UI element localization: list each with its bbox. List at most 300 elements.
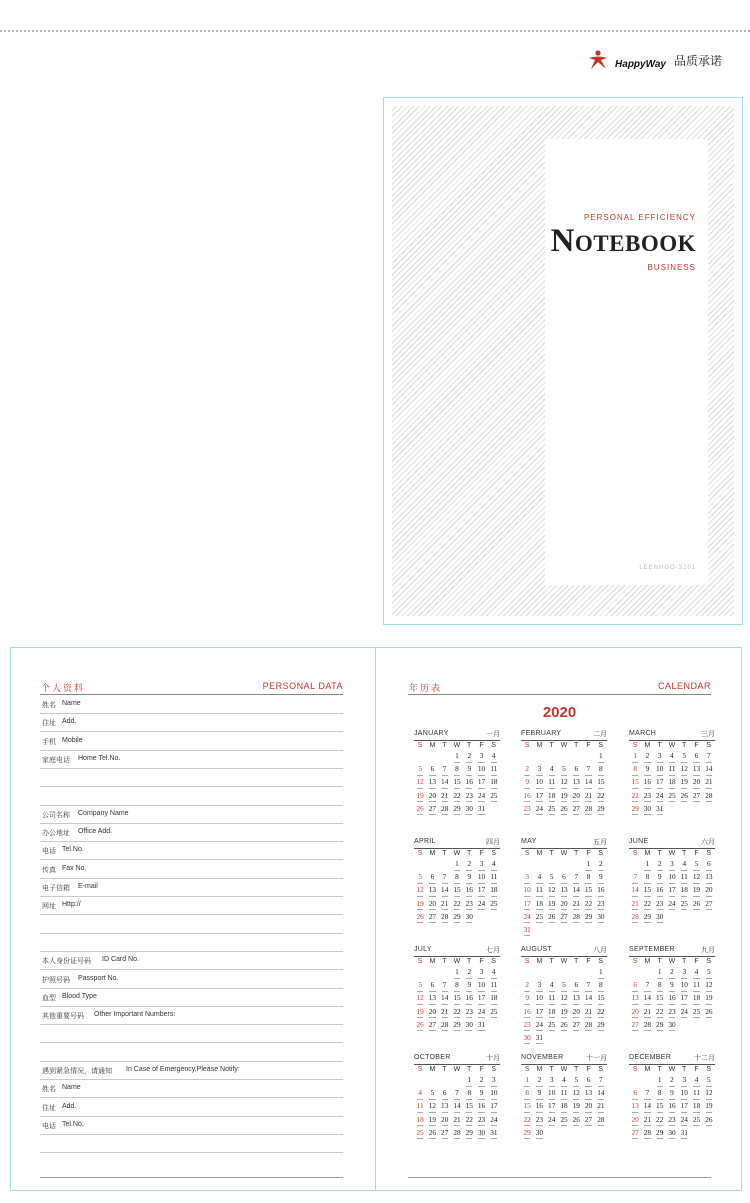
day-cell: 1 bbox=[595, 752, 607, 765]
day-cell: 19 bbox=[414, 900, 426, 913]
day-cell: 19 bbox=[690, 886, 702, 899]
day-cell: 30 bbox=[595, 913, 607, 926]
form-field-row[interactable] bbox=[40, 805, 343, 824]
day-cell: 24 bbox=[475, 900, 487, 913]
day-cell: 4 bbox=[690, 968, 702, 981]
day-cell: 3 bbox=[533, 981, 545, 994]
day-cell: 26 bbox=[546, 913, 558, 926]
calendar-month bbox=[521, 838, 607, 940]
day-cell: 27 bbox=[582, 1116, 594, 1129]
day-cell: 11 bbox=[546, 994, 558, 1007]
day-cell: 27 bbox=[629, 1129, 641, 1142]
weekday-label: F bbox=[586, 850, 591, 857]
day-cell: 27 bbox=[558, 913, 570, 926]
blank-line-row[interactable] bbox=[40, 1043, 343, 1062]
month-name-en: DECEMBER bbox=[629, 1054, 672, 1061]
day-cell: 8 bbox=[595, 765, 607, 778]
form-field-row[interactable] bbox=[40, 970, 343, 989]
field-label-cn: 电话 bbox=[42, 847, 56, 856]
heading-en: CALENDAR bbox=[657, 681, 711, 691]
day-cell: 23 bbox=[463, 792, 475, 805]
day-cell: 17 bbox=[521, 900, 533, 913]
day-cell: 15 bbox=[451, 886, 463, 899]
day-cell: 18 bbox=[690, 1102, 702, 1115]
month-name-en: SEPTEMBER bbox=[629, 946, 675, 953]
weekday-label: S bbox=[524, 850, 530, 857]
weekday-label: M bbox=[644, 850, 651, 857]
day-cell: 9 bbox=[521, 778, 533, 791]
day-cell: 1 bbox=[451, 752, 463, 765]
day-cell: 19 bbox=[414, 1008, 426, 1021]
weekday-label: S bbox=[417, 742, 423, 749]
day-cell: 11 bbox=[690, 981, 702, 994]
day-cell: 26 bbox=[570, 1116, 582, 1129]
form-field-row[interactable] bbox=[40, 1116, 343, 1135]
day-cell: 12 bbox=[703, 1089, 715, 1102]
day-cell: 6 bbox=[703, 860, 715, 873]
day-cell: 24 bbox=[666, 900, 678, 913]
day-cell: 4 bbox=[488, 860, 500, 873]
day-cell: 17 bbox=[654, 778, 666, 791]
month-name-en: FEBRUARY bbox=[521, 730, 562, 737]
field-label-en: Passport No. bbox=[78, 974, 119, 982]
blank-line-row[interactable] bbox=[40, 787, 343, 806]
day-cell: 28 bbox=[703, 792, 715, 805]
form-field-row[interactable] bbox=[40, 860, 343, 879]
day-cell: 31 bbox=[654, 805, 666, 818]
field-label-cn: 办公地址 bbox=[42, 829, 70, 838]
day-cell: 12 bbox=[570, 1089, 582, 1102]
day-grid bbox=[521, 968, 607, 1047]
day-cell: 12 bbox=[414, 994, 426, 1007]
weekday-label: F bbox=[479, 850, 484, 857]
day-cell: 7 bbox=[641, 1089, 653, 1102]
day-cell: 3 bbox=[654, 752, 666, 765]
day-cell: 13 bbox=[703, 873, 715, 886]
day-cell: 8 bbox=[451, 765, 463, 778]
weekday-label: S bbox=[706, 850, 712, 857]
cover-title-rest: OTEBOOK bbox=[574, 231, 696, 256]
day-cell: 13 bbox=[426, 778, 438, 791]
day-cell: 20 bbox=[558, 900, 570, 913]
weekday-label: M bbox=[429, 1066, 436, 1073]
weekday-label: S bbox=[598, 742, 604, 749]
form-field-row[interactable] bbox=[40, 896, 343, 915]
day-cell: 15 bbox=[654, 1102, 666, 1115]
calendar-month bbox=[521, 946, 607, 1048]
calendar-month bbox=[629, 838, 715, 940]
field-label-cn: 公司名称 bbox=[42, 810, 70, 819]
day-cell: 21 bbox=[439, 792, 451, 805]
day-cell: 16 bbox=[641, 778, 653, 791]
day-cell: 19 bbox=[558, 1008, 570, 1021]
month-header bbox=[629, 946, 715, 957]
day-cell: 28 bbox=[641, 1129, 653, 1142]
day-cell: 21 bbox=[582, 792, 594, 805]
day-cell: 18 bbox=[533, 900, 545, 913]
day-grid bbox=[629, 968, 715, 1034]
day-cell: 10 bbox=[488, 1089, 500, 1102]
day-cell: 17 bbox=[546, 1102, 558, 1115]
day-cell: 1 bbox=[521, 1076, 533, 1089]
day-cell: 11 bbox=[678, 873, 690, 886]
weekday-label: T bbox=[574, 742, 579, 749]
form-field-row[interactable] bbox=[40, 823, 343, 842]
day-cell: 21 bbox=[595, 1102, 607, 1115]
weekday-label: S bbox=[417, 958, 423, 965]
day-cell: 17 bbox=[678, 1102, 690, 1115]
month-header bbox=[521, 730, 607, 741]
weekday-label: W bbox=[453, 850, 461, 857]
month-name-cn: 十二月 bbox=[694, 1054, 715, 1062]
weekday-label: F bbox=[586, 958, 591, 965]
month-name-cn: 六月 bbox=[701, 838, 715, 846]
day-cell: 29 bbox=[595, 805, 607, 818]
blank-line-row[interactable] bbox=[40, 933, 343, 952]
month-header bbox=[521, 1054, 607, 1065]
weekday-label: S bbox=[417, 850, 423, 857]
month-name-cn: 九月 bbox=[701, 946, 715, 954]
form-field-row[interactable] bbox=[40, 878, 343, 897]
weekday-label: M bbox=[644, 958, 651, 965]
day-cell: 24 bbox=[533, 1021, 545, 1034]
weekday-header bbox=[521, 1066, 607, 1075]
day-cell: 16 bbox=[463, 778, 475, 791]
day-cell: 4 bbox=[488, 752, 500, 765]
day-cell: 8 bbox=[521, 1089, 533, 1102]
day-cell: 16 bbox=[521, 792, 533, 805]
day-cell: 23 bbox=[641, 792, 653, 805]
weekday-label: F bbox=[694, 1066, 699, 1073]
cover-title-panel bbox=[545, 139, 708, 585]
day-cell: 4 bbox=[414, 1089, 426, 1102]
weekday-label: T bbox=[467, 850, 472, 857]
day-cell: 19 bbox=[570, 1102, 582, 1115]
form-field-row[interactable] bbox=[40, 1006, 343, 1025]
day-cell: 29 bbox=[463, 1129, 475, 1142]
brand-header bbox=[587, 46, 722, 74]
day-cell: 10 bbox=[654, 765, 666, 778]
day-cell: 9 bbox=[666, 981, 678, 994]
weekday-label: T bbox=[467, 958, 472, 965]
weekday-label: F bbox=[694, 850, 699, 857]
day-grid bbox=[414, 752, 500, 818]
day-grid bbox=[414, 1076, 500, 1142]
form-field-row[interactable] bbox=[40, 695, 343, 714]
day-cell: 5 bbox=[414, 765, 426, 778]
day-cell: 3 bbox=[533, 765, 545, 778]
day-cell: 26 bbox=[558, 805, 570, 818]
field-label-en: ID Card No. bbox=[102, 956, 139, 964]
weekday-label: S bbox=[706, 1066, 712, 1073]
day-cell: 19 bbox=[546, 900, 558, 913]
day-cell: 24 bbox=[654, 792, 666, 805]
cover-tagline: BUSINESS bbox=[647, 263, 696, 272]
weekday-header bbox=[629, 850, 715, 859]
day-cell: 8 bbox=[641, 873, 653, 886]
day-cell: 19 bbox=[678, 778, 690, 791]
day-cell: 5 bbox=[558, 765, 570, 778]
day-cell: 24 bbox=[533, 805, 545, 818]
day-cell: 23 bbox=[463, 900, 475, 913]
day-cell: 27 bbox=[426, 913, 438, 926]
weekday-header bbox=[629, 1066, 715, 1075]
day-cell: 13 bbox=[629, 1102, 641, 1115]
day-cell: 21 bbox=[439, 1008, 451, 1021]
month-header bbox=[414, 1054, 500, 1065]
day-cell: 17 bbox=[533, 792, 545, 805]
day-cell: 30 bbox=[463, 805, 475, 818]
calendar-month bbox=[521, 730, 607, 832]
day-cell: 10 bbox=[533, 994, 545, 1007]
day-cell: 28 bbox=[439, 913, 451, 926]
day-cell: 20 bbox=[703, 886, 715, 899]
day-cell: 18 bbox=[690, 994, 702, 1007]
day-grid bbox=[521, 860, 607, 939]
day-cell: 9 bbox=[666, 1089, 678, 1102]
day-grid bbox=[521, 1076, 607, 1142]
calendar-heading bbox=[408, 678, 711, 695]
day-cell: 11 bbox=[558, 1089, 570, 1102]
field-label-en: Add. bbox=[62, 718, 77, 726]
day-cell: 1 bbox=[595, 968, 607, 981]
day-cell: 10 bbox=[475, 765, 487, 778]
weekday-label: W bbox=[560, 958, 568, 965]
day-cell: 11 bbox=[414, 1102, 426, 1115]
day-cell: 14 bbox=[451, 1102, 463, 1115]
day-cell: 10 bbox=[546, 1089, 558, 1102]
day-cell: 27 bbox=[690, 792, 702, 805]
day-cell: 15 bbox=[595, 778, 607, 791]
field-label-en: Other Important Numbers: bbox=[94, 1011, 176, 1019]
day-cell: 26 bbox=[690, 900, 702, 913]
field-label-cn: 住址 bbox=[42, 719, 56, 728]
weekday-label: S bbox=[632, 958, 638, 965]
field-label-cn: 手机 bbox=[42, 737, 56, 746]
day-cell: 25 bbox=[546, 805, 558, 818]
day-cell: 12 bbox=[426, 1102, 438, 1115]
day-cell: 8 bbox=[463, 1089, 475, 1102]
day-cell: 7 bbox=[439, 873, 451, 886]
weekday-label: T bbox=[549, 1066, 554, 1073]
cover-subtitle: PERSONAL EFFICIENCY bbox=[583, 213, 696, 222]
month-name-en: AUGUST bbox=[521, 946, 552, 953]
weekday-label: T bbox=[657, 850, 662, 857]
weekday-header bbox=[414, 958, 500, 967]
day-cell: 23 bbox=[533, 1116, 545, 1129]
day-cell: 9 bbox=[595, 873, 607, 886]
day-cell: 25 bbox=[533, 913, 545, 926]
day-cell: 29 bbox=[451, 1021, 463, 1034]
cover-title-initial: N bbox=[550, 223, 575, 259]
weekday-label: T bbox=[549, 850, 554, 857]
day-cell: 20 bbox=[570, 792, 582, 805]
weekday-label: T bbox=[467, 742, 472, 749]
day-cell: 23 bbox=[595, 900, 607, 913]
weekday-label: T bbox=[549, 742, 554, 749]
day-cell: 11 bbox=[488, 765, 500, 778]
weekday-label: M bbox=[429, 958, 436, 965]
day-cell: 14 bbox=[703, 765, 715, 778]
weekday-label: W bbox=[560, 742, 568, 749]
day-cell: 1 bbox=[641, 860, 653, 873]
field-label-cn: 网址 bbox=[42, 902, 56, 911]
day-cell: 28 bbox=[439, 1021, 451, 1034]
weekday-label: T bbox=[549, 958, 554, 965]
calendar-month bbox=[414, 946, 500, 1048]
field-label-en: In Case of Emergency,Please Notify: bbox=[126, 1066, 240, 1073]
month-header bbox=[521, 838, 607, 849]
month-name-en: OCTOBER bbox=[414, 1054, 451, 1061]
day-cell: 30 bbox=[666, 1129, 678, 1142]
calendar-month bbox=[414, 838, 500, 940]
weekday-label: W bbox=[560, 1066, 568, 1073]
day-cell: 9 bbox=[654, 873, 666, 886]
day-cell: 21 bbox=[570, 900, 582, 913]
day-cell: 12 bbox=[546, 886, 558, 899]
weekday-label: W bbox=[453, 742, 461, 749]
day-cell: 26 bbox=[703, 1008, 715, 1021]
form-field-row[interactable] bbox=[40, 1079, 343, 1098]
day-cell: 17 bbox=[488, 1102, 500, 1115]
field-label-cn: 本人身份证号码 bbox=[42, 957, 91, 966]
blank-line-row[interactable] bbox=[40, 1024, 343, 1043]
form-field-row[interactable] bbox=[40, 713, 343, 732]
day-cell: 17 bbox=[533, 1008, 545, 1021]
month-header bbox=[629, 730, 715, 741]
form-field-row[interactable] bbox=[40, 1098, 343, 1117]
day-cell: 23 bbox=[521, 1021, 533, 1034]
day-cell: 14 bbox=[570, 886, 582, 899]
cover-title bbox=[551, 223, 696, 260]
day-cell: 2 bbox=[654, 860, 666, 873]
spread-spine bbox=[375, 647, 376, 1191]
day-cell: 11 bbox=[690, 1089, 702, 1102]
day-cell: 28 bbox=[451, 1129, 463, 1142]
day-cell: 14 bbox=[439, 886, 451, 899]
day-cell: 28 bbox=[439, 805, 451, 818]
day-cell: 10 bbox=[475, 981, 487, 994]
calendar-page bbox=[408, 674, 715, 1178]
day-cell: 11 bbox=[666, 765, 678, 778]
weekday-label: T bbox=[682, 958, 687, 965]
day-cell: 9 bbox=[533, 1089, 545, 1102]
day-cell: 9 bbox=[521, 994, 533, 1007]
month-name-cn: 十月 bbox=[486, 1054, 500, 1062]
day-cell: 22 bbox=[451, 900, 463, 913]
month-name-en: JUNE bbox=[629, 838, 649, 845]
field-label-cn: 其他重要号码 bbox=[42, 1012, 84, 1021]
day-cell: 2 bbox=[666, 1076, 678, 1089]
form-field-row[interactable] bbox=[40, 951, 343, 970]
day-cell: 25 bbox=[558, 1116, 570, 1129]
happyway-logo-icon bbox=[587, 49, 609, 71]
day-cell: 22 bbox=[521, 1116, 533, 1129]
form-field-row[interactable] bbox=[40, 988, 343, 1007]
day-cell: 18 bbox=[678, 886, 690, 899]
weekday-header bbox=[521, 850, 607, 859]
day-cell: 30 bbox=[666, 1021, 678, 1034]
day-cell: 9 bbox=[641, 765, 653, 778]
field-label-cn: 电话 bbox=[42, 1121, 56, 1130]
day-cell: 6 bbox=[629, 981, 641, 994]
weekday-label: F bbox=[479, 1066, 484, 1073]
day-cell: 29 bbox=[451, 805, 463, 818]
weekday-header bbox=[521, 742, 607, 751]
weekday-label: S bbox=[524, 1066, 530, 1073]
day-cell: 10 bbox=[521, 886, 533, 899]
day-cell: 2 bbox=[463, 752, 475, 765]
day-cell: 20 bbox=[629, 1116, 641, 1129]
form-field-row[interactable] bbox=[40, 1061, 343, 1080]
day-cell: 2 bbox=[463, 968, 475, 981]
weekday-label: W bbox=[560, 850, 568, 857]
day-cell: 14 bbox=[641, 1102, 653, 1115]
day-cell: 18 bbox=[558, 1102, 570, 1115]
form-field-row[interactable] bbox=[40, 750, 343, 769]
form-field-row[interactable] bbox=[40, 841, 343, 860]
weekday-label: F bbox=[586, 1066, 591, 1073]
day-cell: 6 bbox=[629, 1089, 641, 1102]
day-cell: 29 bbox=[654, 1021, 666, 1034]
calendar-year: 2020 bbox=[542, 704, 577, 721]
field-label-en: Mobile bbox=[62, 736, 83, 744]
day-cell: 21 bbox=[641, 1116, 653, 1129]
field-label-en: Add. bbox=[62, 1102, 77, 1110]
day-cell: 25 bbox=[666, 792, 678, 805]
day-cell: 6 bbox=[570, 981, 582, 994]
blank-line-row[interactable] bbox=[40, 768, 343, 787]
day-cell: 21 bbox=[703, 778, 715, 791]
day-cell: 31 bbox=[475, 805, 487, 818]
month-name-cn: 一月 bbox=[486, 730, 500, 738]
calendar-month bbox=[414, 730, 500, 832]
day-cell: 3 bbox=[666, 860, 678, 873]
field-label-en: Blood Type bbox=[62, 992, 97, 1000]
day-cell: 24 bbox=[546, 1116, 558, 1129]
day-cell: 26 bbox=[414, 805, 426, 818]
blank-line-row[interactable] bbox=[40, 915, 343, 934]
day-cell: 8 bbox=[595, 981, 607, 994]
day-cell: 13 bbox=[558, 886, 570, 899]
day-cell: 24 bbox=[475, 792, 487, 805]
day-cell: 24 bbox=[475, 1008, 487, 1021]
day-cell: 7 bbox=[629, 873, 641, 886]
day-cell: 27 bbox=[426, 1021, 438, 1034]
day-cell: 6 bbox=[558, 873, 570, 886]
calendar-month bbox=[629, 946, 715, 1048]
form-field-row[interactable] bbox=[40, 732, 343, 751]
day-cell: 11 bbox=[488, 873, 500, 886]
day-cell: 15 bbox=[521, 1102, 533, 1115]
month-header bbox=[521, 946, 607, 957]
day-cell: 16 bbox=[666, 994, 678, 1007]
blank-line-row[interactable] bbox=[40, 1134, 343, 1153]
month-name-en: MARCH bbox=[629, 730, 657, 737]
weekday-header bbox=[521, 958, 607, 967]
day-grid bbox=[521, 752, 607, 818]
weekday-label: W bbox=[668, 742, 676, 749]
day-cell: 24 bbox=[488, 1116, 500, 1129]
day-cell: 30 bbox=[521, 1034, 533, 1047]
day-cell: 8 bbox=[451, 873, 463, 886]
day-cell: 26 bbox=[678, 792, 690, 805]
day-cell: 30 bbox=[533, 1129, 545, 1142]
day-cell: 2 bbox=[463, 860, 475, 873]
day-cell: 3 bbox=[678, 968, 690, 981]
weekday-label: S bbox=[706, 958, 712, 965]
notebook-cover bbox=[392, 106, 734, 616]
